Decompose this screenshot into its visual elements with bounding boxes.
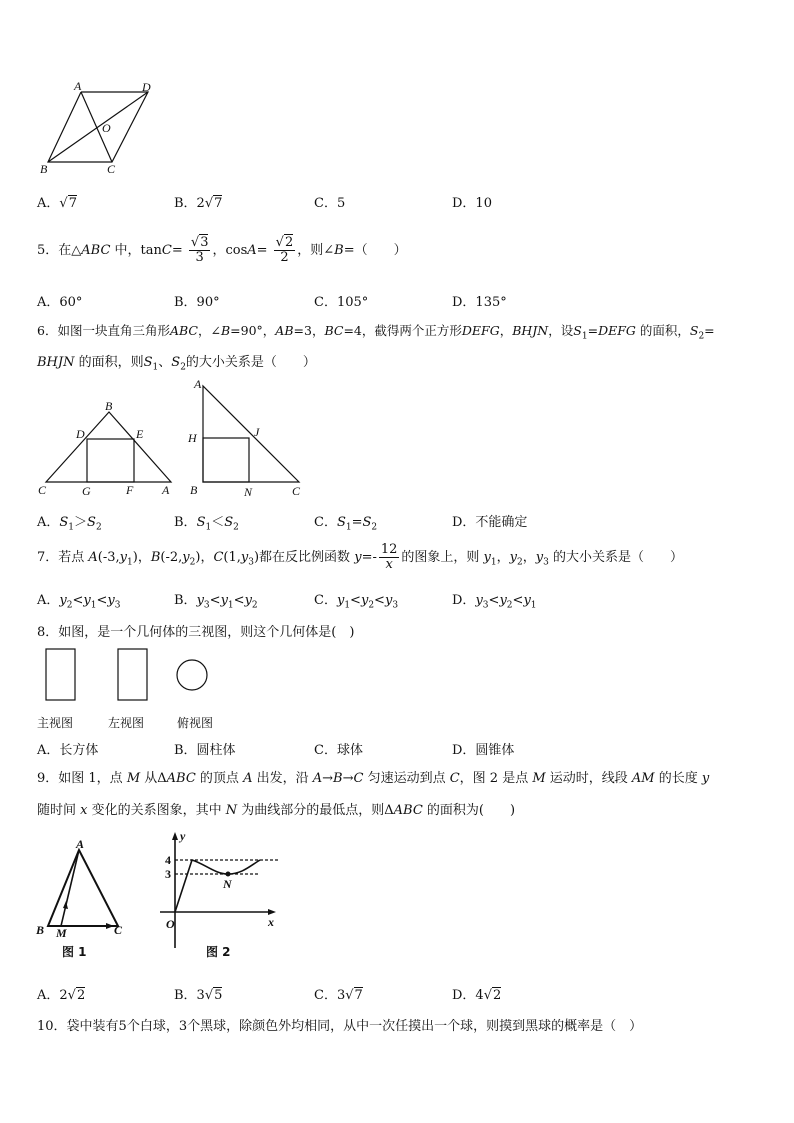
q6-question-line1: 6．如图一块直角三角形ABC，∠B=90°，AB=3，BC=4，截得两个正方形DEFG，BHJN，设$S_1=DEFG$ 的面积，$S_2=$ [37,323,715,342]
q8-option-c: C．球体 [314,743,363,758]
q6-option-c: C．$S_1=S_2$ [314,515,378,533]
label-O: O [102,121,111,135]
q9-question-line2: 随时间 x 变化的关系图象，其中 N 为曲线部分的最低点，则ΔABC 的面积为( ) [37,803,516,818]
origin-label: O [166,917,175,931]
q10-question: 10．袋中装有5个白球，3个黑球，除颜色外均相同，从中一次任摸出一个球，则摸到黑球的概率是（ ） [37,1019,643,1034]
q6-option-a: A．$S_1>S_2$ [37,515,102,533]
label-H: H [188,431,197,445]
q9-option-d: D．4√2 [452,988,502,1003]
label-C: C [38,483,47,497]
q9-figure-2 [150,830,290,962]
q8-question: 8．如图，是一个几何体的三视图，则这个几何体是( ) [37,625,355,640]
q5-option-a: A．60° [37,295,83,310]
point-N-label: N [223,877,232,891]
q8-option-a: A．长方体 [37,743,99,758]
label-A: A [162,483,170,497]
q6-option-d: D．不能确定 [452,515,528,530]
label-C: C [107,162,116,176]
fig1-caption: 图 1 [62,945,87,959]
view-label-side: 左视图 [108,716,145,730]
q7-option-d: D．$y_3<y_2<y_1$ [452,593,537,611]
q8-three-views-figure [36,646,226,708]
q7-option-a: A．$y_2<y_1<y_3$ [37,593,121,611]
axis-label-y: y [180,829,186,843]
q7-option-c: C．$y_1<y_2<y_3$ [314,593,399,611]
label-F: F [126,483,134,497]
q4-option-d: D．10 [452,196,492,211]
q8-option-b: B．圆柱体 [174,743,236,758]
label-B: B [40,162,48,176]
q8-option-d: D．圆锥体 [452,743,515,758]
label-M: M [56,926,67,940]
fig2-caption: 图 2 [206,945,231,959]
label-B: B [36,923,45,937]
q7-question: 7．若点 $A(-3,y_1)$，$B(-2,y_2)$，$C(1,y_3)$都在反比例函数 y=- $\frac{12}{x}$ 的图象上，则 $y_1$，$y_2$，$y_3$ 的大小关系是（ ） [37,542,683,572]
q5-option-b: B．90° [174,295,220,310]
q6-question-line2: BHJN 的面积，则$S_1$、$S_2$的大小关系是（ ） [37,355,316,373]
q9-option-a: A．2√2 [37,988,86,1003]
q5-option-d: D．135° [452,295,507,310]
label-D: D [76,427,85,441]
tick-4: 4 [165,853,171,867]
label-A: A [76,837,85,851]
tick-3: 3 [165,867,171,881]
label-B: B [190,483,198,497]
label-J: J [254,425,260,439]
q4-option-c: C．5 [314,196,346,211]
axis-label-x: x [268,915,274,929]
label-C: C [114,923,123,937]
q4-option-b: B．2√7 [174,196,223,211]
q9-option-b: B．3√5 [174,988,223,1003]
label-E: E [136,427,144,441]
label-B: B [105,399,113,413]
view-label-top: 俯视图 [177,716,214,730]
q4-parallelogram-figure [36,78,166,178]
label-A: A [74,79,82,93]
q6-figure-1 [36,398,176,502]
q4-option-a: A．√7 [37,196,77,211]
q5-question: 5．在△ABC 中，tanC= $\frac{√3}{3}$ ，cosA= $\frac{√2}{2}$ ，则∠B=（ ） [37,235,407,265]
q9-figure-1 [36,838,136,962]
label-N: N [244,485,253,499]
q9-option-c: C．3√7 [314,988,363,1003]
q6-figure-2 [186,378,306,502]
label-C: C [292,484,301,498]
q7-option-b: B．$y_3<y_1<y_2$ [174,593,258,611]
q5-option-c: C．105° [314,295,369,310]
q6-option-b: B．$S_1<S_2$ [174,515,239,533]
q9-question-line1: 9．如图 1，点 M 从ΔABC 的顶点 A 出发，沿 A→B→C 匀速运动到点 C，图 2 是点 M 运动时，线段 AM 的长度 y [37,771,710,786]
label-A: A [194,377,202,391]
label-D: D [142,80,151,94]
label-G: G [82,484,91,498]
view-label-front: 主视图 [37,716,74,730]
